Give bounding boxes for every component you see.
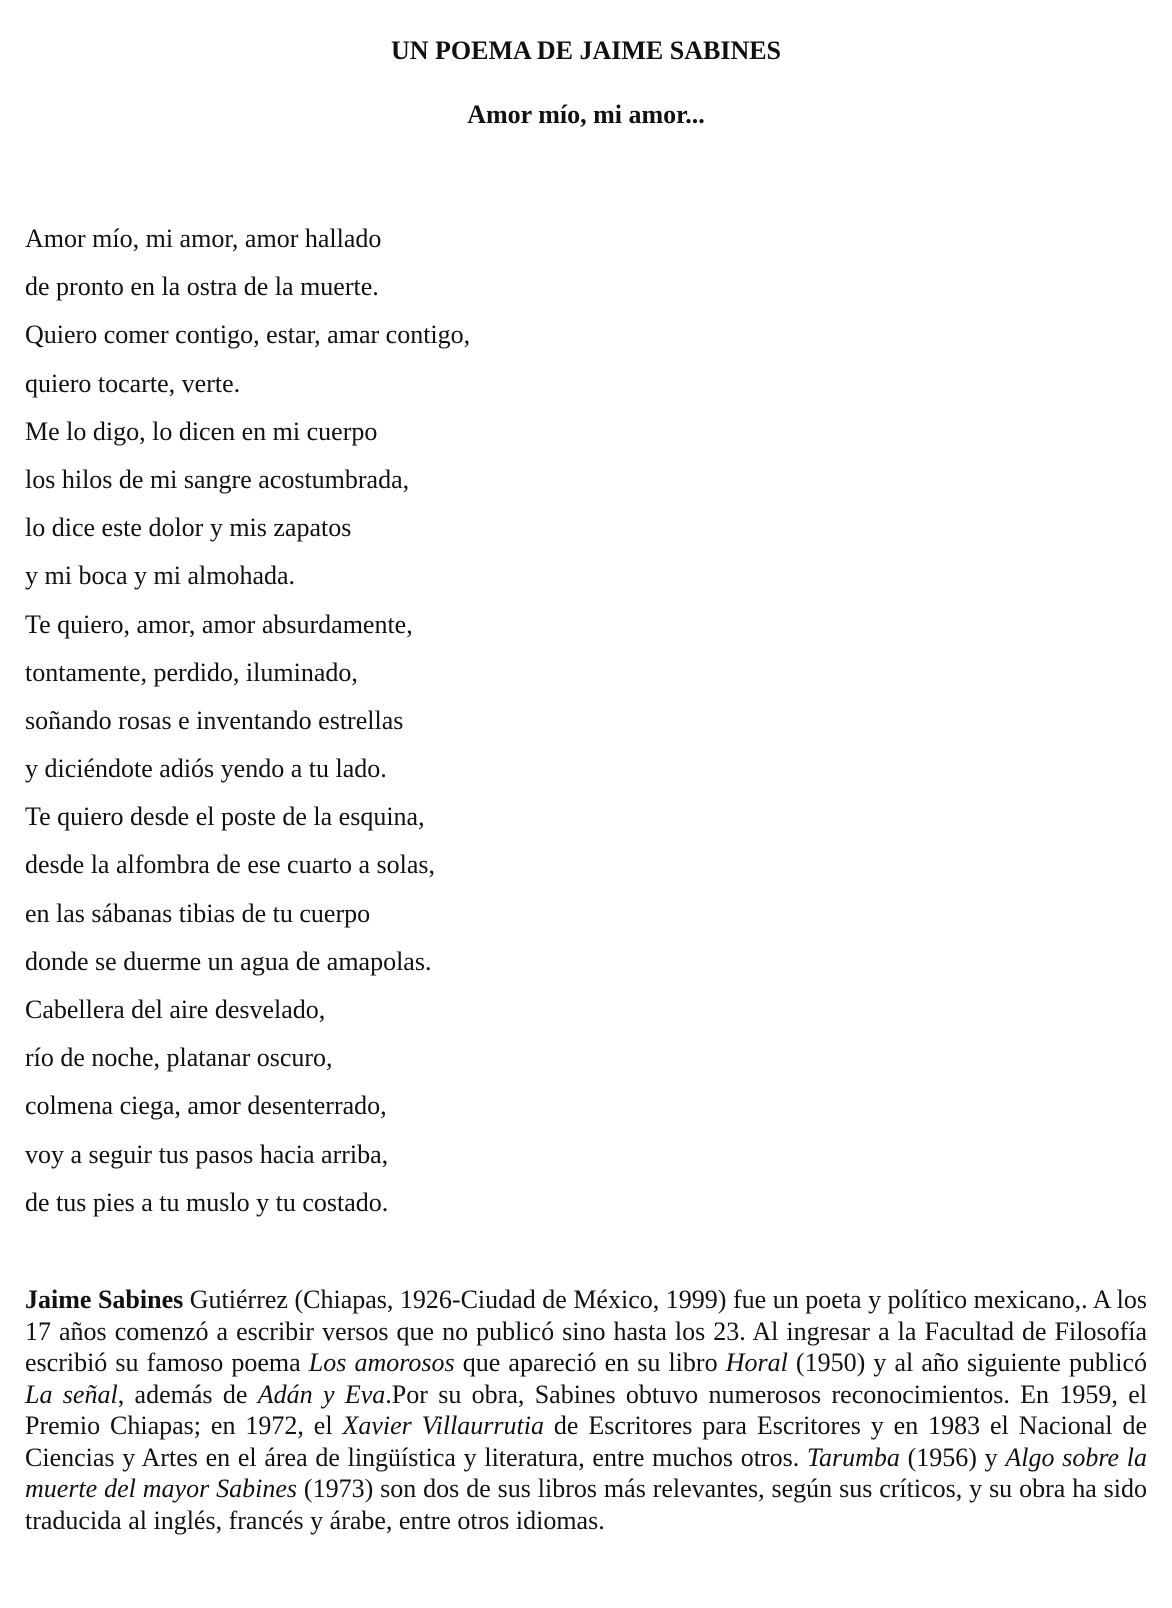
poem-line: Me lo digo, lo dicen en mi cuerpo (25, 416, 378, 446)
work-title: Tarumba (806, 1442, 900, 1472)
poem-line: y mi boca y mi almohada. (25, 561, 296, 591)
poem-line: tontamente, perdido, iluminado, (25, 657, 358, 687)
bio-text: de Escritores para Escritores y en 1983 el Nacional de Ciencias y Artes en el área de lingüística y literatura, entre muchos otros. (25, 1411, 1147, 1472)
author-name: Jaime Sabines (25, 1285, 184, 1314)
work-title: Algo sobre la muerte del mayor Sabines (25, 1442, 1147, 1503)
poem-line: voy a seguir tus pasos hacia arriba, (25, 1139, 389, 1169)
bio-text: (1950) y al año siguiente publicó (787, 1348, 1148, 1377)
poem-line: desde la alfombra de ese cuarto a solas, (25, 850, 436, 880)
work-title: Horal (725, 1348, 788, 1377)
poem-line: los hilos de mi sangre acostumbrada, (25, 464, 410, 494)
poem-line: y diciéndote adiós yendo a tu lado. (25, 754, 387, 784)
poem-line: Te quiero desde el poste de la esquina, (25, 802, 425, 832)
poem-body (25, 224, 470, 1236)
poem-line: Te quiero, amor, amor absurdamente, (25, 609, 413, 639)
bio-text: , además de (117, 1379, 258, 1409)
poem-line: lo dice este dolor y mis zapatos (25, 513, 352, 543)
poem-line: soñando rosas e inventando estrellas (25, 705, 404, 735)
bio-text: (1973) son dos de sus libros más relevantes, según sus críticos, y su obra ha sido traducida al inglés, francés y árabe, entre otros idiomas. (25, 1474, 1147, 1535)
poem-line: de pronto en la ostra de la muerte. (25, 272, 379, 302)
work-title: Adán y Eva (257, 1379, 386, 1409)
bio-text: que apareció en su libro (454, 1348, 726, 1377)
poem-line: Cabellera del aire desvelado, (25, 995, 326, 1024)
work-title: Los amorosos (308, 1348, 455, 1377)
bio-text: .Por su obra, Sabines obtuvo numerosos reconocimientos. En 1959, el Premio Chiapas; en 1972, el (25, 1379, 1147, 1440)
poem-line: de tus pies a tu muslo y tu costado. (25, 1187, 389, 1217)
poem-line: colmena ciega, amor desenterrado, (25, 1091, 387, 1121)
document-title: UN POEMA DE JAIME SABINES (390, 36, 782, 65)
work-title: La señal (25, 1379, 118, 1409)
poem-title: Amor mío, mi amor... (467, 100, 705, 129)
bio-text: (1956) y (899, 1442, 1006, 1472)
award-title: Xavier Villaurrutia (342, 1411, 544, 1440)
author-biography (25, 1284, 1147, 1536)
poem-line: donde se duerme un agua de amapolas. (25, 946, 432, 976)
poem-line: Quiero comer contigo, estar, amar contigo, (25, 320, 471, 350)
poem-line: en las sábanas tibias de tu cuerpo (25, 898, 371, 928)
poem-line: quiero tocarte, verte. (25, 368, 241, 398)
bio-text: Gutiérrez (Chiapas, 1926-Ciudad de México, 1999) fue un poeta y político mexicano,. A los 17 años comenzó a escribir versos que no publicó sino hasta los 23. Al ingresar a la Facultad de Filosofía escribió su famoso poema (25, 1285, 1148, 1377)
poem-line: Amor mío, mi amor, amor hallado (25, 224, 382, 253)
poem-line: río de noche, platanar oscuro, (25, 1043, 333, 1073)
